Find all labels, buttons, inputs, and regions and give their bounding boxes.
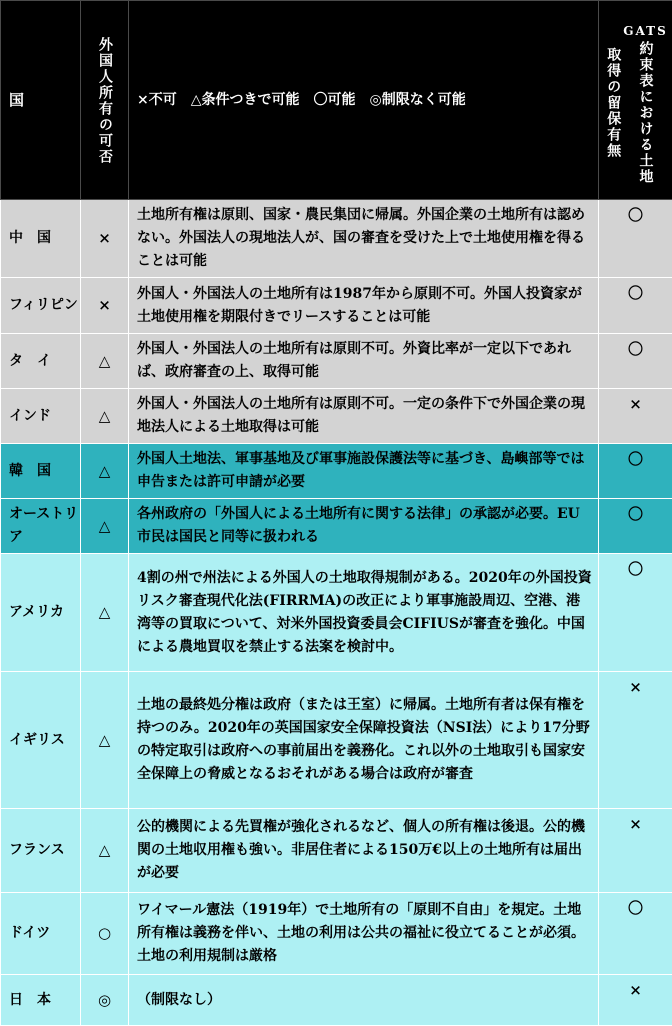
- country-cell: ドイツ: [1, 893, 81, 975]
- gats-mark: 〇: [599, 444, 672, 499]
- country-cell: 韓 国: [1, 444, 81, 499]
- ownership-mark: △: [81, 444, 129, 499]
- country-cell: インド: [1, 389, 81, 444]
- header-gats-rest: 約束表における土地取得の留保有無: [605, 41, 653, 185]
- table-row: [1, 200, 672, 278]
- header-legend: ×不可 △条件つきで可能 〇可能 ◎制限なく可能: [129, 1, 599, 200]
- description-cell: ワイマール憲法（1919年）で土地所有の「原則不自由」を規定。土地所有権は義務を伴い、土地の利用は公共の福祉に役立てることが必須。土地の利用規制は厳格: [129, 893, 599, 975]
- ownership-mark: △: [81, 554, 129, 672]
- ownership-mark: △: [81, 389, 129, 444]
- table-row: [1, 672, 672, 809]
- ownership-mark: ×: [81, 200, 129, 278]
- description-cell: 外国人・外国法人の土地所有は原則不可。一定の条件下で外国企業の現地法人による土地取得は可能: [129, 389, 599, 444]
- gats-mark: 〇: [599, 554, 672, 672]
- table-row: [1, 809, 672, 893]
- gats-mark: 〇: [599, 893, 672, 975]
- table-row: [1, 554, 672, 672]
- header-row: [1, 1, 672, 200]
- description-cell: 外国人・外国法人の土地所有は原則不可。外資比率が一定以下であれば、政府審査の上、取得可能: [129, 334, 599, 389]
- gats-mark: ×: [599, 975, 672, 1026]
- country-cell: タ イ: [1, 334, 81, 389]
- table-row: [1, 893, 672, 975]
- gats-mark: 〇: [599, 334, 672, 389]
- table-row: [1, 975, 672, 1026]
- header-country: 国: [1, 1, 81, 200]
- country-cell: オーストリア: [1, 499, 81, 554]
- country-cell: フィリピン: [1, 278, 81, 334]
- ownership-mark: △: [81, 499, 129, 554]
- ownership-mark: ×: [81, 278, 129, 334]
- ownership-mark: ○: [81, 893, 129, 975]
- gats-mark: 〇: [599, 278, 672, 334]
- header-ownership-label: 外国人所有の可否: [95, 3, 114, 197]
- table-row: [1, 334, 672, 389]
- header-gats: [599, 1, 672, 200]
- ownership-mark: △: [81, 334, 129, 389]
- header-gats-label: [603, 13, 668, 187]
- country-cell: 中 国: [1, 200, 81, 278]
- gats-mark: ×: [599, 672, 672, 809]
- header-gats-prefix: GATS: [623, 21, 668, 41]
- description-cell: 土地所有権は原則、国家・農民集団に帰属。外国企業の土地所有は認めない。外国法人の現地法人が、国の審査を受けた上で土地使用権を得ることは可能: [129, 200, 599, 278]
- ownership-mark: ◎: [81, 975, 129, 1026]
- description-cell: 公的機関による先買権が強化されるなど、個人の所有権は後退。公的機関の土地収用権も強い。非居住者による150万€以上の土地所有は届出が必要: [129, 809, 599, 893]
- gats-mark: ×: [599, 809, 672, 893]
- table-row: [1, 499, 672, 554]
- country-cell: アメリカ: [1, 554, 81, 672]
- ownership-mark: △: [81, 809, 129, 893]
- description-cell: 外国人土地法、軍事基地及び軍事施設保護法等に基づき、島嶼部等では申告または許可申請が必要: [129, 444, 599, 499]
- description-cell: 各州政府の「外国人による土地所有に関する法律」の承認が必要。EU市民は国民と同等に扱われる: [129, 499, 599, 554]
- gats-mark: ×: [599, 389, 672, 444]
- ownership-mark: △: [81, 672, 129, 809]
- country-cell: 日 本: [1, 975, 81, 1026]
- table-row: [1, 278, 672, 334]
- description-cell: （制限なし）: [129, 975, 599, 1026]
- table-row: [1, 389, 672, 444]
- description-cell: 土地の最終処分権は政府（または王室）に帰属。土地所有者は保有権を持つのみ。2020年の英国国家安全保障投資法（NSI法）により17分野の特定取引は政府への事前届出を義務化。これ以外の土地取引も国家安全保障上の脅威となるおそれがある場合は政府が審査: [129, 672, 599, 809]
- table-row: [1, 444, 672, 499]
- country-cell: フランス: [1, 809, 81, 893]
- country-cell: イギリス: [1, 672, 81, 809]
- description-cell: 外国人・外国法人の土地所有は1987年から原則不可。外国人投資家が土地使用権を期限付きでリースすることは可能: [129, 278, 599, 334]
- description-cell: 4割の州で州法による外国人の土地取得規制がある。2020年の外国投資リスク審査現代化法(FIRRMA)の改正により軍事施設周辺、空港、港湾等の買取について、対米外国投資委員会CIFIUSが審査を強化。中国による農地買収を禁止する法案を検討中。: [129, 554, 599, 672]
- gats-mark: 〇: [599, 499, 672, 554]
- gats-mark: 〇: [599, 200, 672, 278]
- header-ownership: [81, 1, 129, 200]
